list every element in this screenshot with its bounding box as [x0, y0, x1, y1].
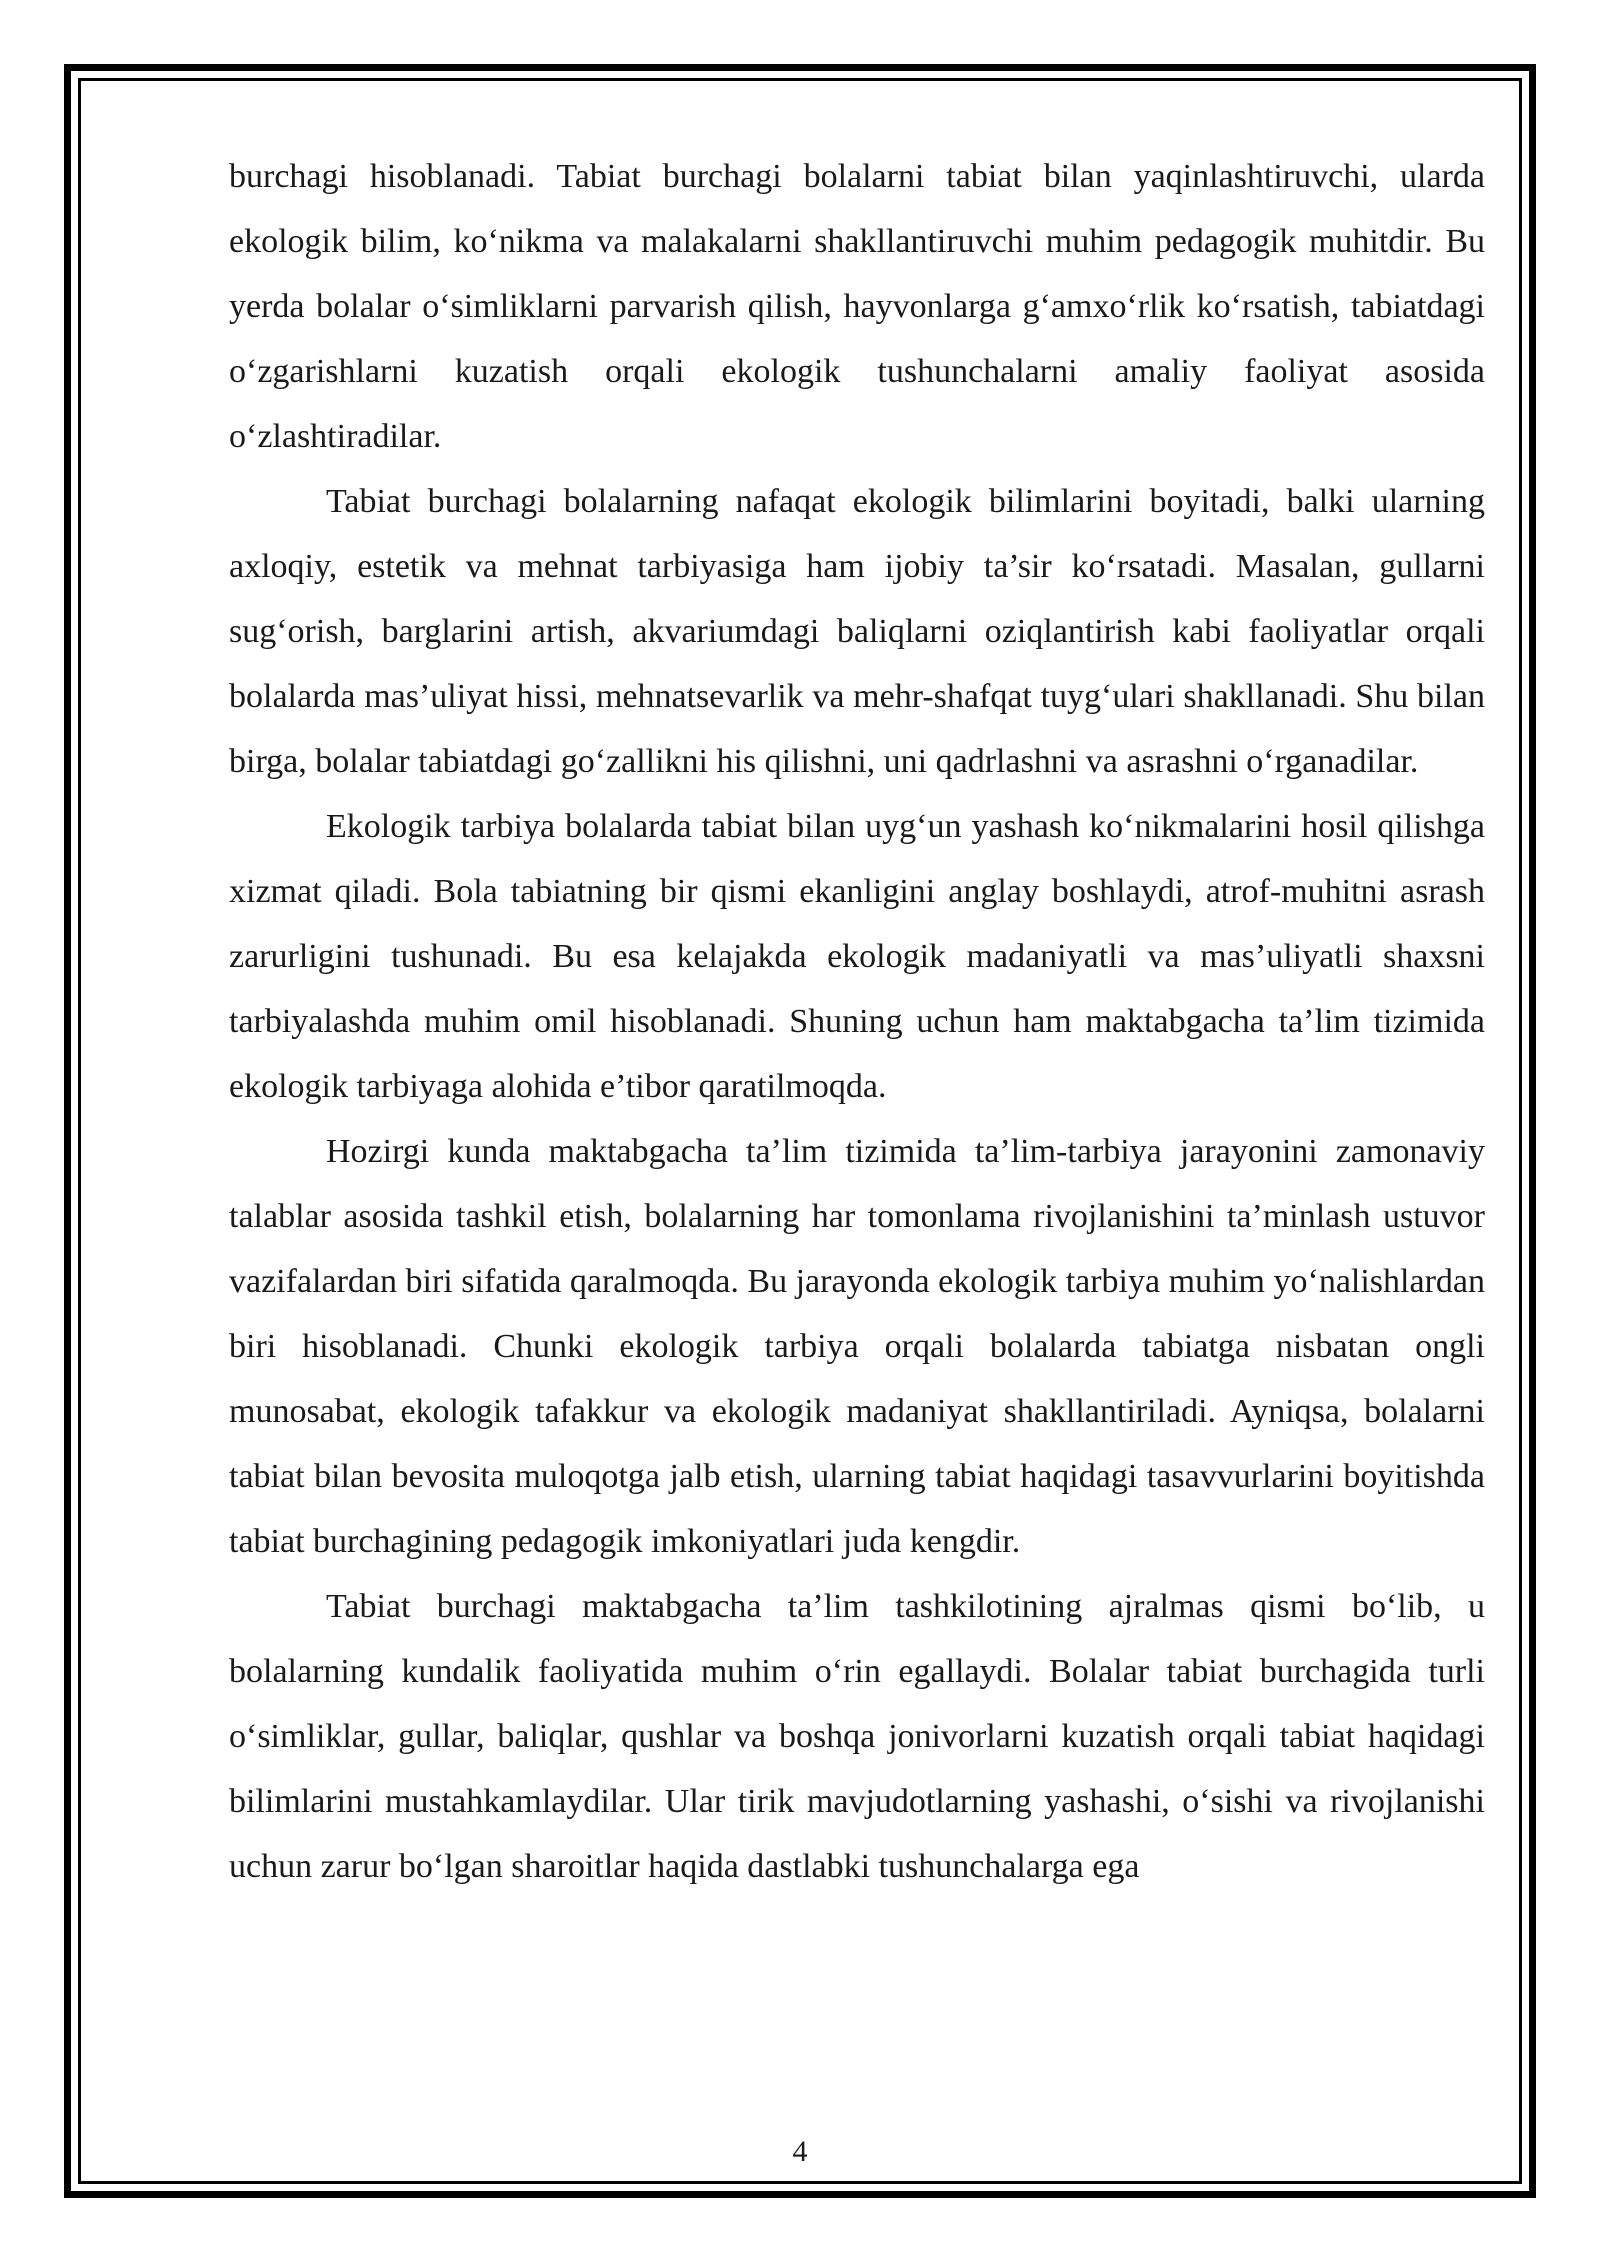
paragraph-3: Ekologik tarbiya bolalarda tabiat bilan uyg‘un yashash ko‘nikmalarini hosil qilishga xizmat qiladi. Bola tabiatning bir qismi ekanligini anglay boshlaydi, atrof-muhitni asrash zarurligini tushunadi. Bu esa kelajakda ekologik madaniyatli va mas’uliyatli shaxsni tarbiyalashda muhim omil hisoblanadi. Shuning uchun ham maktabgacha ta’lim tizimida ekologik tarbiyaga alohida e’tibor qaratilmoqda.: [229, 808, 1485, 1105]
page-number: 4: [792, 2135, 808, 2168]
paragraph-5: Tabiat burchagi maktabgacha ta’lim tashkilotining ajralmas qismi bo‘lib, u bolalarning kundalik faoliyatida muhim o‘rin egallaydi. Bolalar tabiat burchagida turli o‘simliklar, gullar, baliqlar, qushlar va boshqa jonivorlarni kuzatish orqali tabiat haqidagi bilimlarini mustahkamlaydilar. Ular tirik mavjudotlarning yashashi, o‘sishi va rivojlanishi uchun zarur bo‘lgan sharoitlar haqida dastlabki tushunchalarga ega: [229, 1588, 1485, 1885]
paragraph-4: Hozirgi kunda maktabgacha ta’lim tizimida ta’lim-tarbiya jarayonini zamonaviy talablar asosida tashkil etish, bolalarning har tomonlama rivojlanishini ta’minlash ustuvor vazifalardan biri sifatida qaralmoqda. Bu jarayonda ekologik tarbiya muhim yo‘nalishlardan biri hisoblanadi. Chunki ekologik tarbiya orqali bolalarda tabiatga nisbatan ongli munosabat, ekologik tafakkur va ekologik madaniyat shakllantiriladi. Ayniqsa, bolalarni tabiat bilan bevosita muloqotga jalb etish, ularning tabiat haqidagi tasavvurlarini boyitishda tabiat burchagining pedagogik imkoniyatlari juda kengdir.: [229, 1133, 1485, 1560]
paragraph-2: Tabiat burchagi bolalarning nafaqat ekologik bilimlarini boyitadi, balki ularning axloqiy, estetik va mehnat tarbiyasiga ham ijobiy ta’sir ko‘rsatadi. Masalan, gullarni sug‘orish, barglarini artish, akvariumdagi baliqlarni oziqlantirish kabi faoliyatlar orqali bolalarda mas’uliyat hissi, mehnatsevarlik va mehr-shafqat tuyg‘ulari shakllanadi. Shu bilan birga, bolalar tabiatdagi go‘zallikni his qilishni, uni qadrlashni va asrashni o‘rganadilar.: [229, 483, 1485, 780]
document-body: [229, 144, 1485, 1899]
paragraph-1: burchagi hisoblanadi. Tabiat burchagi bolalarni tabiat bilan yaqinlashtiruvchi, ularda ekologik bilim, ko‘nikma va malakalarni shakllantiruvchi muhim pedagogik muhitdir. Bu yerda bolalar o‘simliklarni parvarish qilish, hayvonlarga g‘amxo‘rlik ko‘rsatish, tabiatdagi o‘zgarishlarni kuzatish orqali ekologik tushunchalarni amaliy faoliyat asosida o‘zlashtiradilar.: [229, 158, 1485, 455]
